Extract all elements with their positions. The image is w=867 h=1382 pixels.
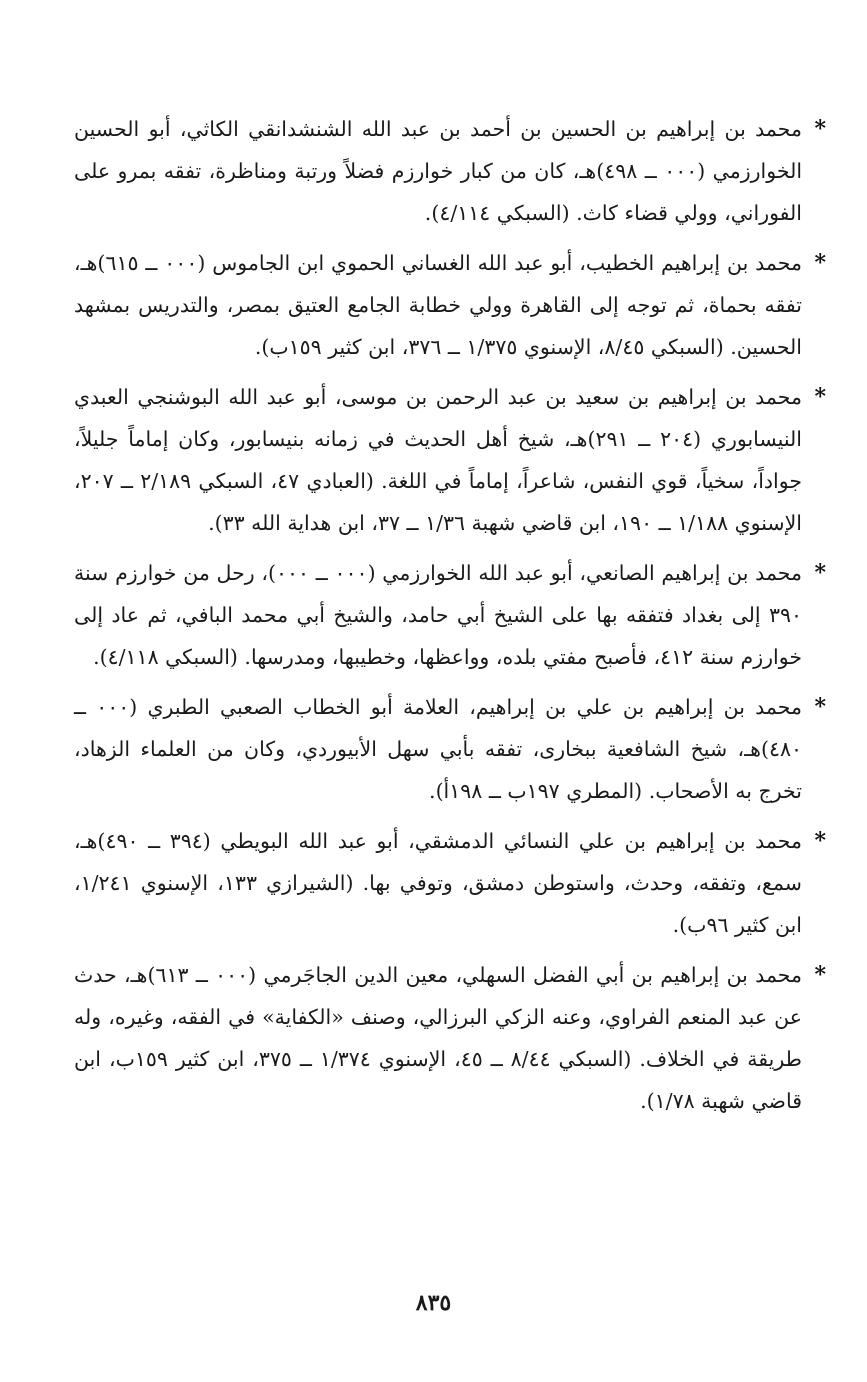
- page-body: [74, 108, 826, 1122]
- entry-text: محمد بن إبراهيم بن علي النسائي الدمشقي، أبو عبد الله البويطي (٣٩٤ ــ ٤٩٠)هـ، سمع، وتفقه، وحدث، واستوطن دمشق، وتوفي بها. (الشيرازي ١٣٣، الإسنوي ١/٢٤١، ابن كثير ٩٦ب).: [74, 829, 802, 937]
- page-number: ٨٣٥: [415, 1290, 452, 1316]
- entry-marker: *: [814, 828, 826, 854]
- entry-marker: *: [814, 962, 826, 988]
- entry-marker: *: [814, 560, 826, 586]
- entry-marker: *: [814, 384, 826, 410]
- biography-entry-1: [74, 108, 826, 234]
- biography-entry-3: [74, 376, 826, 544]
- biography-entry-6: [74, 820, 826, 946]
- entry-marker: *: [814, 250, 826, 276]
- entry-text: محمد بن إبراهيم بن أبي الفضل السهلي، معين الدين الجاجَرمي (٠٠٠ ــ ٦١٣)هـ، حدث عن عبد المنعم الفراوي، وعنه الزكي البرزالي، وصنف «الكفاية» في الفقه، وغيره، وله طريقة في الخلاف. (السبكي ٨/٤٤ ــ ٤٥، الإسنوي ١/٣٧٤ ــ ٣٧٥، ابن كثير ١٥٩ب، ابن قاضي شهبة ١/٧٨).: [74, 963, 803, 1113]
- biography-entry-5: [74, 686, 826, 812]
- biography-entry-7: [74, 954, 826, 1122]
- entry-text: محمد بن إبراهيم الصانعي، أبو عبد الله الخوارزمي (٠٠٠ ــ ٠٠٠)، رحل من خوارزم سنة ٣٩٠ إلى بغداد فتفقه بها على الشيخ أبي حامد، والشيخ أبي محمد البافي، ثم عاد إلى خوارزم سنة ٤١٢، فأصبح مفتي بلده، وواعظها، وخطيبها، ومدرسها. (السبكي ٤/١١٨).: [74, 561, 803, 669]
- entry-text: محمد بن إبراهيم بن علي بن إبراهيم، العلامة أبو الخطاب الصعبي الطبري (٠٠٠ ــ ٤٨٠)هـ، شيخ الشافعية ببخارى، تفقه بأبي سهل الأبيوردي، وكان من العلماء الزهاد، تخرج به الأصحاب. (المطري ١٩٧ب ــ ١٩٨أ).: [74, 695, 802, 803]
- entry-text: محمد بن إبراهيم الخطيب، أبو عبد الله الغساني الحموي ابن الجاموس (٠٠٠ ــ ٦١٥)هـ، تفقه بحماة، ثم توجه إلى القاهرة وولي خطابة الجامع العتيق بمصر، والتدريس بمشهد الحسين. (السبكي ٨/٤٥، الإسنوي ١/٣٧٥ ــ ٣٧٦، ابن كثير ١٥٩ب).: [74, 251, 802, 359]
- entry-marker: *: [814, 694, 826, 720]
- biography-entry-2: [74, 242, 826, 368]
- biography-entry-4: [74, 552, 826, 678]
- entry-text: محمد بن إبراهيم بن سعيد بن عبد الرحمن بن موسى، أبو عبد الله البوشنجي العبدي النيسابوري (٢٠٤ ــ ٢٩١)هـ، شيخ أهل الحديث في زمانه بنيسابور، وكان إماماً جليلاً، جواداً، سخياً، قوي النفس، شاعراً، إماماً في اللغة. (العبادي ٤٧، السبكي ٢/١٨٩ ــ ٢٠٧، الإسنوي ١/١٨٨ ــ ١٩٠، ابن قاضي شهبة ١/٣٦ ــ ٣٧، ابن هداية الله ٣٣).: [74, 385, 802, 535]
- entry-marker: *: [814, 116, 826, 142]
- entry-text: محمد بن إبراهيم بن الحسين بن أحمد بن عبد الله الشنشدانقي الكاثي، أبو الحسين الخوارزمي (٠٠٠ ــ ٤٩٨)هـ، كان من كبار خوارزم فضلاً ورتبة ومناظرة، تفقه بمرو على الفوراني، وولي قضاء كاث. (السبكي ٤/١١٤).: [74, 117, 803, 225]
